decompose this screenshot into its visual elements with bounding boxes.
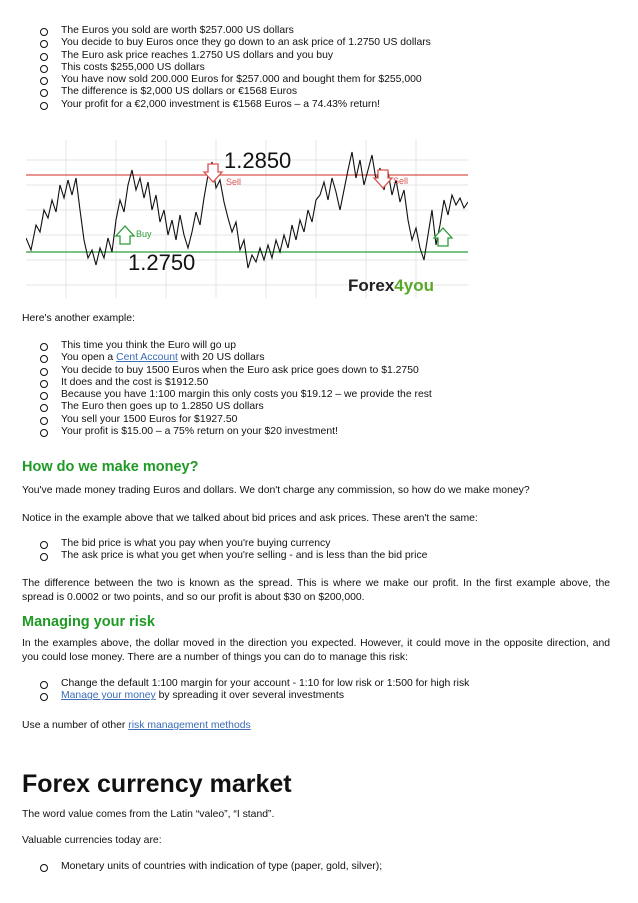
currencies-list (40, 861, 382, 873)
heading-make-money: How do we make money? (22, 459, 199, 475)
bullet-icon (40, 429, 48, 437)
buy-label-left: Buy (136, 229, 152, 239)
manage-money-link[interactable]: Manage your money (61, 690, 156, 702)
list-item: The Euro ask price reaches 1.2750 US dollars and you buy (40, 50, 431, 62)
list-item: Monetary units of countries with indication of type (paper, gold, silver); (40, 861, 382, 873)
risk-methods-link[interactable]: risk management methods (128, 720, 251, 731)
money-paragraph-1: You've made money trading Euros and dollars. We don't charge any commission, so how do we make money? (22, 485, 530, 496)
example-intro: Here's another example: (22, 313, 135, 324)
list-item: You decide to buy Euros once they go down to an ask price of 1.2750 US dollars (40, 37, 431, 49)
bullet-icon (40, 77, 48, 85)
sell-price-label: 1.2850 (224, 148, 292, 173)
list-item: The bid price is what you pay when you're buying currency (40, 538, 427, 550)
risk-paragraph-1: In the examples above, the dollar moved in the direction you expected. However, it could move in the opposite direction, and you could lose money. There are a number of things you can do to manage this risk: (22, 638, 610, 663)
bullet-icon (40, 404, 48, 412)
list-item: Change the default 1:100 margin for your account - 1:10 for low risk or 1:500 for high risk (40, 678, 469, 690)
bullet-icon (40, 89, 48, 97)
bullet-icon (40, 681, 48, 689)
cent-account-link[interactable]: Cent Account (116, 352, 178, 364)
list-item: You decide to buy 1500 Euros when the Euro ask price goes down to $1.2750 (40, 365, 432, 377)
risk-list (40, 678, 469, 703)
bullet-icon (40, 355, 48, 363)
bullet-icon (40, 553, 48, 561)
heading-forex-market: Forex currency market (22, 770, 292, 798)
list-item: You sell your 1500 Euros for $1927.50 (40, 414, 432, 426)
list-item: Your profit for a €2,000 investment is €1568 Euros – a 74.43% return! (40, 99, 431, 111)
risk-paragraph-2: Use a number of other risk management methods (22, 720, 251, 731)
bullet-icon (40, 102, 48, 110)
bullet-icon (40, 40, 48, 48)
bullet-icon (40, 392, 48, 400)
buy-price-label: 1.2750 (128, 250, 196, 275)
bullet-icon (40, 380, 48, 388)
list-item: The Euro then goes up to 1.2850 US dollars (40, 401, 432, 413)
list-item: This time you think the Euro will go up (40, 340, 432, 352)
money-paragraph-2: Notice in the example above that we talked about bid prices and ask prices. These aren't the same: (22, 513, 478, 524)
list-item: It does and the cost is $1912.50 (40, 377, 432, 389)
bullet-icon (40, 693, 48, 701)
list-item: The ask price is what you get when you're selling - and is less than the bid price (40, 550, 427, 562)
list-item: The Euros you sold are worth $257.000 US dollars (40, 25, 431, 37)
forex4you-logo (348, 276, 434, 295)
list-item: The difference is $2,000 US dollars or €1568 Euros (40, 86, 431, 98)
list-item: You open a Cent Account with 20 US dollars (40, 352, 432, 364)
heading-managing-risk: Managing your risk (22, 614, 155, 630)
spread-paragraph: The difference between the two is known as the spread. This is where we make our profit. In the first example above, the spread is 0.0002 or two points, and so our profit is about $30 on $200,000. (22, 578, 610, 603)
sell-label-right: Sell (393, 176, 409, 186)
list-item: Because you have 1:100 margin this only costs you $19.12 – we provide the rest (40, 389, 432, 401)
list-item: You have now sold 200.000 Euros for $257.000 and bought them for $255,000 (40, 74, 431, 86)
price-chart (26, 140, 468, 298)
market-paragraph-2: Valuable currencies today are: (22, 835, 162, 846)
sell-label-left: Sell (226, 177, 242, 187)
cent-account-example-list (40, 340, 432, 438)
market-paragraph-1: The word value comes from the Latin “valeo”, “I stand”. (22, 809, 275, 820)
bullet-icon (40, 864, 48, 872)
list-item: Manage your money by spreading it over several investments (40, 690, 469, 702)
bullet-icon (40, 343, 48, 351)
list-item: This costs $255,000 US dollars (40, 62, 431, 74)
bullet-icon (40, 53, 48, 61)
bullet-icon (40, 28, 48, 36)
bullet-icon (40, 541, 48, 549)
forex-chart-image (26, 140, 468, 298)
sell-marker-left (204, 148, 291, 187)
bid-ask-list (40, 538, 427, 563)
profit-steps-list (40, 25, 431, 111)
bullet-icon (40, 417, 48, 425)
bullet-icon (40, 65, 48, 73)
bullet-icon (40, 368, 48, 376)
list-item: Your profit is $15.00 – a 75% return on your $20 investment! (40, 426, 432, 438)
svg-text:Forex4you: Forex4you (348, 276, 434, 295)
